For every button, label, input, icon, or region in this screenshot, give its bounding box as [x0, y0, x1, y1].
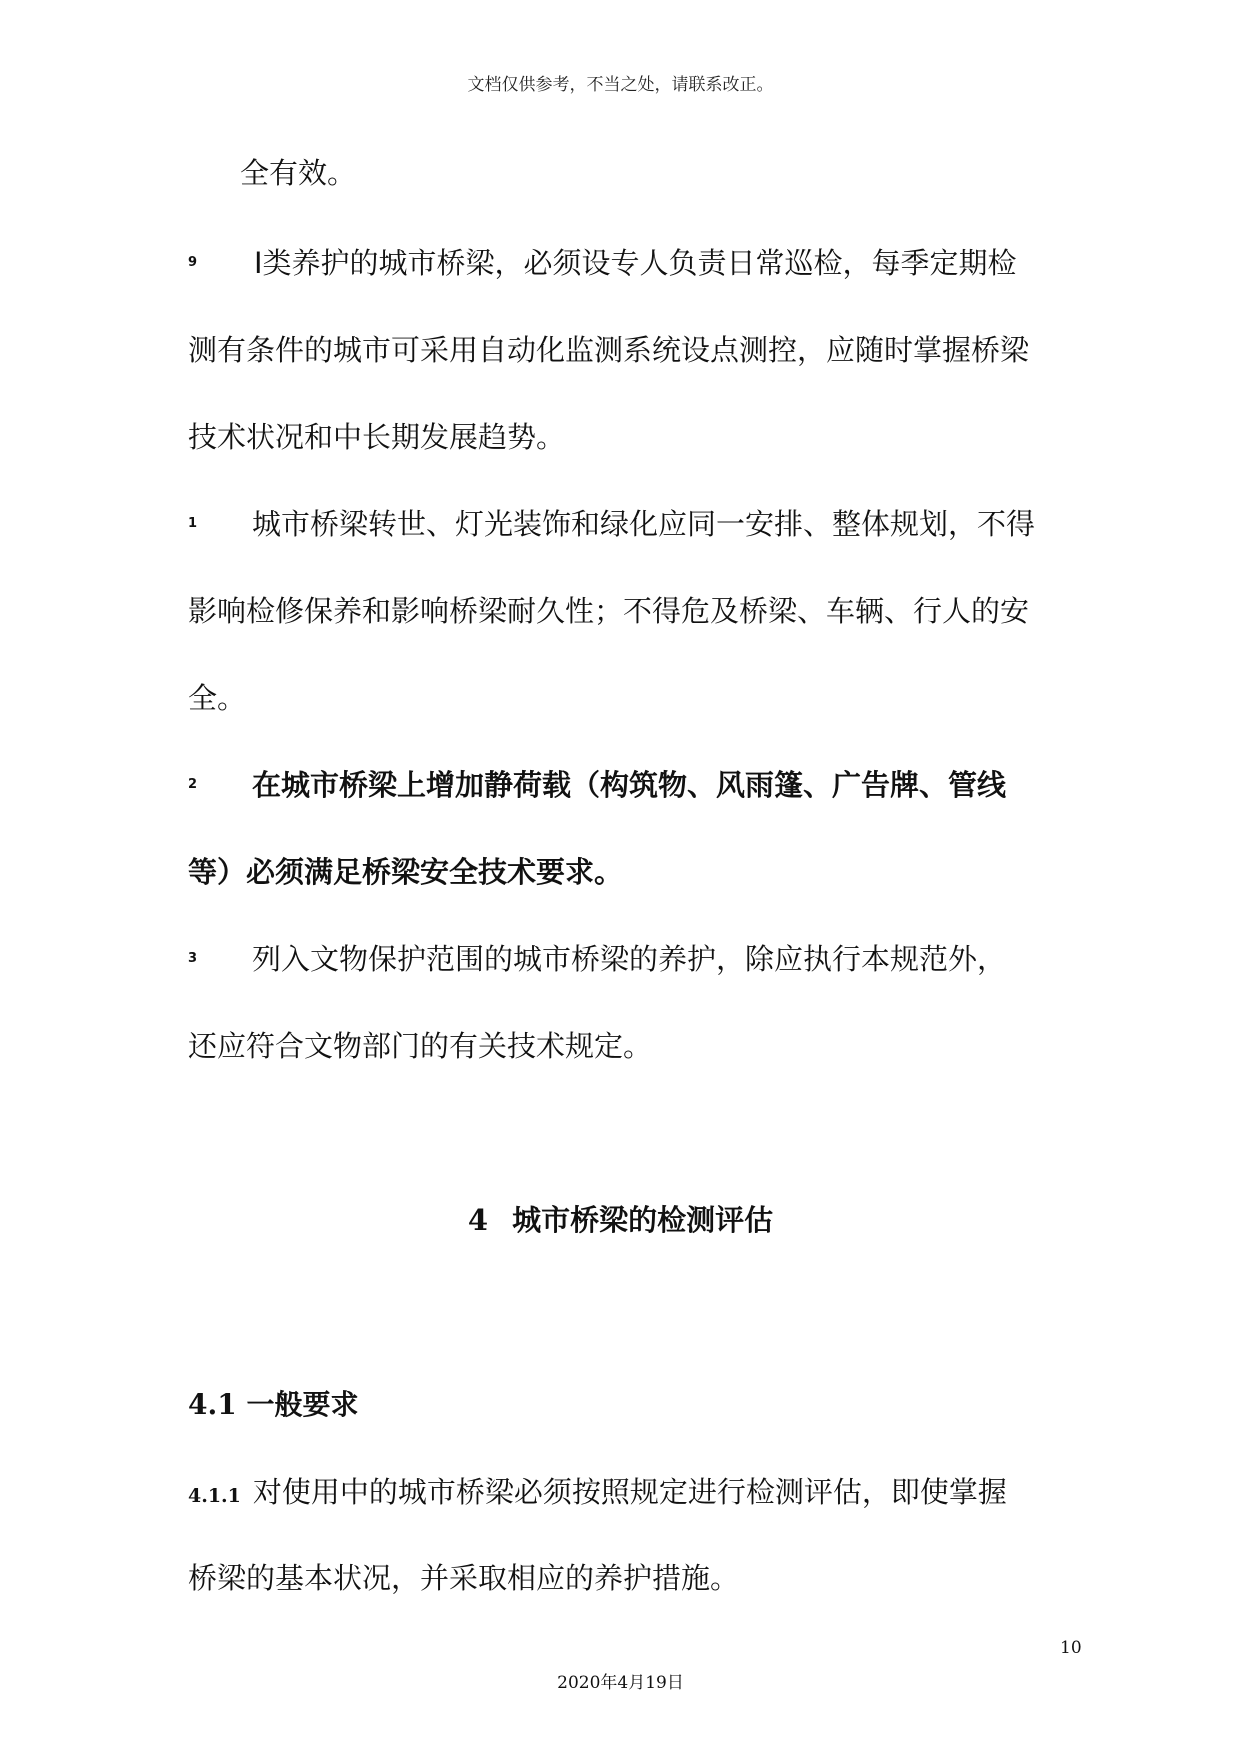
chapter-number: 4	[467, 1203, 489, 1237]
clause-number: 4.1.1	[188, 1485, 241, 1507]
chapter-heading	[0, 1200, 1241, 1240]
paragraph-text: 影响检修保养和影响桥梁耐久性；不得危及桥梁、车辆、行人的安	[188, 594, 1030, 628]
paragraph-text: 全。	[188, 681, 247, 715]
paragraph-text: 城市桥梁转世、灯光装饰和绿化应同一安排、整体规划，不得	[252, 507, 1036, 541]
section-title: 一般要求	[246, 1388, 359, 1421]
page-footer-date: 2020年4月19日	[557, 1673, 684, 1693]
clause-marker: 3	[188, 951, 198, 966]
paragraph-text: 测有条件的城市可采用自动化监测系统设点测控，应随时掌握桥梁	[188, 333, 1030, 367]
section-heading	[188, 1385, 358, 1425]
page-number: 10	[1060, 1638, 1082, 1658]
paragraph-text: 列入文物保护范围的城市桥梁的养护，除应执行本规范外，	[252, 942, 1007, 976]
clause-marker: 1	[188, 516, 198, 531]
paragraph-text: 还应符合文物部门的有关技术规定。	[188, 1029, 653, 1063]
section-number: 4.1	[188, 1388, 237, 1421]
paragraph-continuation: 全有效。	[240, 156, 357, 190]
paragraph-text: 技术状况和中长期发展趋势。	[188, 420, 566, 454]
clause-marker: 2	[188, 777, 198, 792]
clause-line	[188, 1472, 1068, 1516]
page-header: 文档仅供参考，不当之处，请联系改正。	[467, 75, 774, 95]
clause-marker: 9	[188, 255, 198, 270]
paragraph-text-bold: 在城市桥梁上增加静荷载（构筑物、风雨篷、广告牌、管线	[252, 768, 1007, 802]
chapter-title: 城市桥梁的检测评估	[512, 1203, 774, 1237]
paragraph-text-bold: 等）必须满足桥梁安全技术要求。	[188, 855, 624, 889]
paragraph-text: Ⅰ类养护的城市桥梁，必须设专人负责日常巡检，每季定期检	[254, 246, 1017, 280]
clause-text: 对使用中的城市桥梁必须按照规定进行检测评估，即使掌握	[252, 1475, 1007, 1509]
clause-text: 桥梁的基本状况，并采取相应的养护措施。	[188, 1561, 740, 1595]
